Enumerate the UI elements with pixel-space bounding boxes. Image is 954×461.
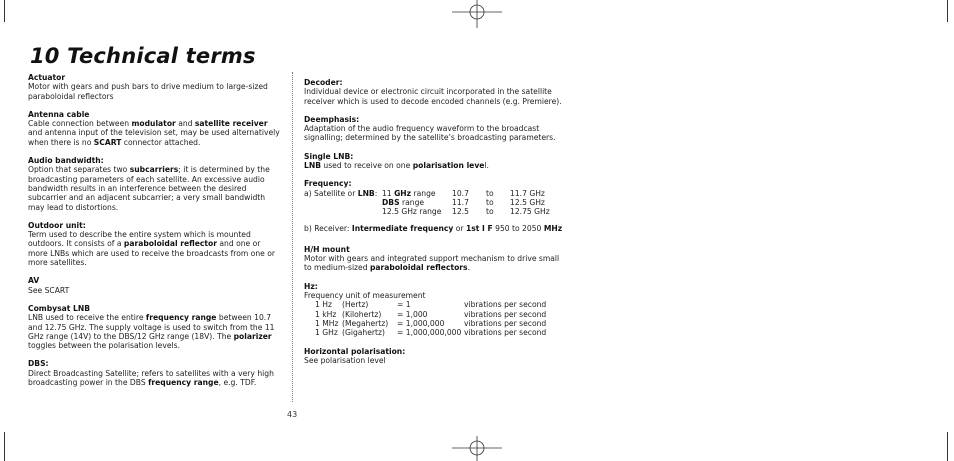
table-cell (304, 207, 382, 216)
term-name: Horizontal polarisation: (304, 346, 406, 356)
table-cell: (Gigahertz) (342, 328, 385, 338)
text: connector attached. (121, 137, 201, 147)
text: l. (484, 161, 489, 171)
term-dbs (28, 359, 280, 387)
text: ; it is determined by the broadcasting parameters of each satellite. An excessive audio bandwidth results in an interference between the desired subcarrier and an adjacent subcarrier; a very small bandwidth may lead to distortions. (28, 165, 270, 212)
table-row (315, 319, 546, 328)
text: a) Satellite or (304, 188, 358, 198)
table-cell: to (486, 188, 494, 198)
bold-term: SCART (93, 137, 122, 147)
bold-term: MHz (543, 223, 563, 233)
term-name: AV (28, 276, 40, 286)
left-column (28, 73, 280, 396)
table-row (315, 300, 546, 309)
column-divider (292, 72, 293, 402)
term-hh-mount (304, 245, 564, 273)
term-intro: Frequency unit of measurement (304, 291, 426, 301)
bold-term: 1st I F (465, 223, 493, 233)
table-cell: 11.7 GHz (510, 188, 545, 198)
term-single-lnb (304, 152, 564, 171)
term-actuator (28, 73, 280, 101)
table-row (315, 310, 546, 319)
bold-term: paraboloidal reflectors (369, 263, 468, 273)
text: 950 to 2050 (492, 223, 544, 233)
text: toggles between the polarisation levels. (28, 341, 181, 351)
term-audio-bandwidth (28, 156, 280, 212)
right-column (304, 78, 564, 374)
bold-term: frequency range (145, 313, 217, 323)
text: 11 (382, 188, 395, 198)
table-cell: = 1,000 (397, 309, 428, 319)
term-name: Hz: (304, 281, 318, 291)
term-name: Outdoor unit: (28, 220, 86, 230)
term-name: Single LNB: (304, 151, 354, 161)
table-cell (382, 207, 452, 216)
text: b) Receiver: (304, 223, 352, 233)
page-title: 10 Technical terms (30, 44, 256, 68)
table-cell: (Megahertz) (342, 318, 389, 328)
text: 12.5 GHz range (382, 207, 442, 217)
text: : (374, 188, 378, 198)
table-cell: vibrations per second (464, 318, 547, 328)
bold-term: LNB (304, 161, 321, 171)
term-name: Decoder: (304, 78, 343, 87)
text: and (175, 119, 195, 129)
term-antenna-cable (28, 110, 280, 147)
text: Option that separates two (28, 165, 130, 175)
table-cell: (Hertz) (342, 300, 369, 310)
table-row (315, 328, 546, 337)
term-name: Antenna cable (28, 109, 90, 119)
table-cell: = 1,000,000 (397, 318, 445, 328)
term-definition (28, 165, 280, 211)
text: . (467, 263, 470, 273)
table-cell: 12.5 GHz (510, 197, 545, 207)
term-outdoor-unit (28, 221, 280, 267)
term-definition: Individual device or electronic circuit incorporated in the satellite receiver which is used to decode encoded channels (e.g. Premiere). (304, 87, 562, 106)
text: , e.g. TDF. (218, 378, 257, 388)
term-definition (28, 119, 280, 147)
table-row (304, 207, 550, 216)
registration-mark-bottom-icon (452, 436, 502, 461)
term-combysat-lnb (28, 304, 280, 350)
receiver-line (304, 224, 564, 233)
table-cell: 12.5 (452, 207, 469, 217)
bold-term: satellite receiver (194, 119, 268, 129)
table-row (304, 189, 550, 198)
text: or (453, 223, 466, 233)
table-cell: (Kilohertz) (342, 309, 382, 319)
bold-term: Intermediate frequency (351, 223, 454, 233)
term-horizontal-polarisation (304, 347, 564, 366)
crop-mark-top-right (947, 0, 948, 22)
table-cell: = 1 (397, 300, 411, 310)
term-name: Audio bandwidth: (28, 156, 104, 166)
table-cell: 1 MHz (315, 318, 339, 328)
registration-mark-top-icon (452, 0, 502, 28)
page-number: 43 (287, 410, 298, 419)
term-frequency (304, 179, 564, 232)
term-definition (28, 313, 280, 350)
crop-mark-bottom-right (947, 432, 948, 461)
bold-term: GHz (394, 188, 412, 198)
text: range (399, 197, 425, 207)
term-name: Deemphasis: (304, 114, 360, 124)
table-cell: 1 kHz (315, 309, 337, 319)
term-definition: See SCART (28, 285, 70, 295)
bold-term: frequency range (148, 378, 219, 388)
bold-term: modulator (131, 119, 176, 129)
table-cell: 1 GHz (315, 328, 338, 338)
text: Cable connection between (28, 119, 132, 129)
table-cell (382, 189, 452, 198)
text: range (411, 188, 436, 198)
hz-table (315, 300, 546, 337)
term-name: Frequency: (304, 179, 352, 189)
term-decoder (304, 78, 564, 106)
table-cell (382, 198, 452, 207)
term-definition: Motor with gears and push bars to drive medium to large-sized paraboloidal reflectors (28, 82, 268, 101)
crop-mark-top-left (4, 0, 5, 22)
table-cell (304, 198, 382, 207)
table-cell: vibrations per second (464, 309, 547, 319)
text: Direct Broadcasting Satellite; refers to satellites with a very high broadcasting power in the DBS (28, 368, 274, 388)
term-name: Combysat LNB (28, 303, 90, 313)
table-cell: 11.7 (452, 197, 469, 207)
bold-term: DBS (382, 197, 400, 207)
term-av (28, 276, 280, 295)
table-cell: 1 Hz (315, 300, 332, 310)
term-definition (304, 161, 564, 170)
term-definition: See polarisation level (304, 355, 386, 365)
table-cell: 12.75 GHz (510, 207, 550, 217)
term-definition (28, 369, 280, 388)
text: and antenna input of the television set, may be used alternatively when there is no (28, 128, 280, 147)
bold-term: subcarriers (129, 165, 179, 175)
text: and one or more LNBs which are used to receive the broadcasts from one or more satellites. (28, 239, 275, 268)
table-cell: 10.7 (452, 188, 469, 198)
table-row (304, 198, 550, 207)
table-cell: = 1,000,000,000 (397, 328, 462, 338)
bold-term: paraboloidal reflector (123, 239, 217, 249)
table-cell: vibrations per second (464, 328, 547, 338)
term-hz (304, 282, 564, 338)
text: between 10.7 and 12.75 GHz. The supply voltage is used to switch from the 11 GHz range (14V) to the DBS/12 GHz range (18V). The (28, 313, 275, 341)
term-definition (28, 230, 280, 267)
bold-term: LNB (357, 188, 375, 198)
term-deemphasis (304, 115, 564, 143)
table-cell (304, 189, 382, 198)
table-cell: to (486, 197, 494, 207)
term-definition (304, 254, 564, 273)
table-cell: to (486, 207, 494, 217)
crop-mark-bottom-left (4, 432, 5, 461)
bold-term: polarisation leve (412, 161, 485, 171)
table-cell: vibrations per second (464, 300, 547, 310)
text: LNB used to receive the entire (28, 313, 146, 323)
term-name: DBS: (28, 359, 49, 369)
text: Motor with gears and integrated support mechanism to drive small to medium-sized (304, 254, 560, 273)
term-definition: Adaptation of the audio frequency waveform to the broadcast signalling; determined by the satellite’s broadcasting parameters. (304, 124, 556, 143)
text: Term used to describe the entire system which is mounted outdoors. It consists of a (28, 230, 251, 249)
term-name: H/H mount (304, 244, 350, 254)
frequency-table (304, 189, 550, 217)
term-name: Actuator (28, 73, 66, 82)
text: used to receive on one (320, 161, 413, 171)
bold-term: polarizer (233, 331, 272, 341)
